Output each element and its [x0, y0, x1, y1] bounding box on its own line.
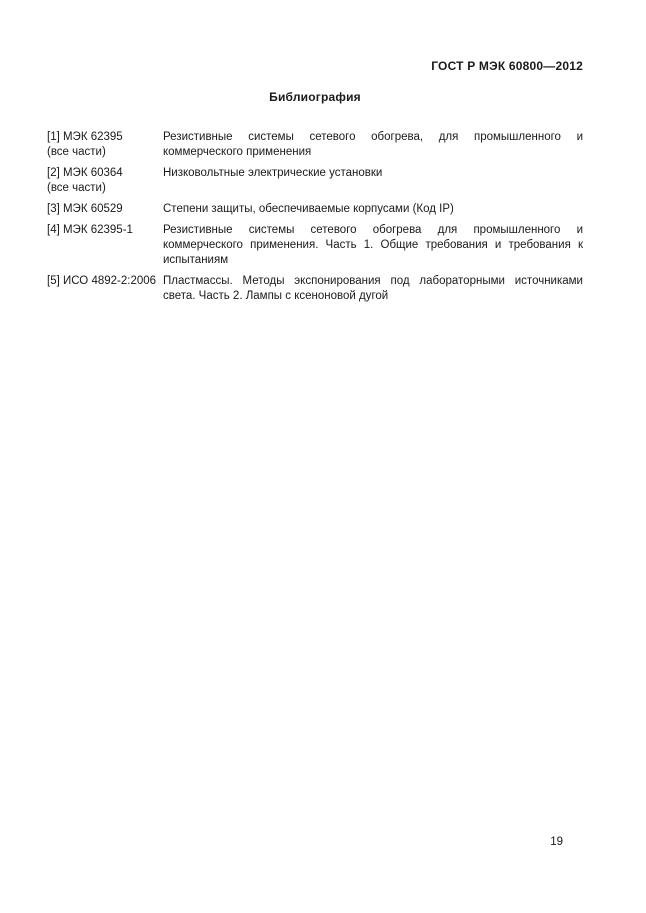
bibliography-entry [47, 130, 583, 160]
entry-reference-note: (все части) [47, 182, 106, 194]
page-title: Библиография [269, 90, 361, 104]
bibliography-entry [47, 223, 583, 268]
entry-reference [47, 274, 163, 289]
entry-description: Низковольтные электрические установки [163, 167, 383, 179]
entry-description: Резистивные системы сетевого обогрева для промышленного и коммерческого применения. Часть 1. Общие требования и требования к испытаниям [163, 224, 583, 266]
entry-reference-note: (все части) [47, 146, 106, 158]
page-number: 19 [550, 836, 563, 848]
entry-reference [47, 223, 163, 238]
bibliography-entry [47, 166, 583, 196]
bibliography-entry [47, 202, 583, 217]
entry-reference [47, 166, 163, 196]
bibliography-list [47, 130, 583, 310]
entry-reference-id: [3] МЭК 60529 [47, 203, 123, 215]
entry-reference [47, 202, 163, 217]
bibliography-entry [47, 274, 583, 304]
entry-reference-id: [4] МЭК 62395-1 [47, 224, 133, 236]
document-standard-number: ГОСТ Р МЭК 60800—2012 [431, 59, 583, 73]
entry-description: Резистивные системы сетевого обогрева, для промышленного и коммерческого применения [163, 131, 583, 158]
entry-reference [47, 130, 163, 160]
entry-reference-id: [5] ИСО 4892-2:2006 [47, 275, 157, 287]
entry-description: Степени защиты, обеспечиваемые корпусами (Код IP) [163, 203, 454, 215]
entry-description: Пластмассы. Методы экспонирования под лабораторными источниками света. Часть 2. Лампы с ксеноновой дугой [163, 275, 583, 302]
entry-reference-id: [2] МЭК 60364 [47, 167, 123, 179]
entry-reference-id: [1] МЭК 62395 [47, 131, 123, 143]
